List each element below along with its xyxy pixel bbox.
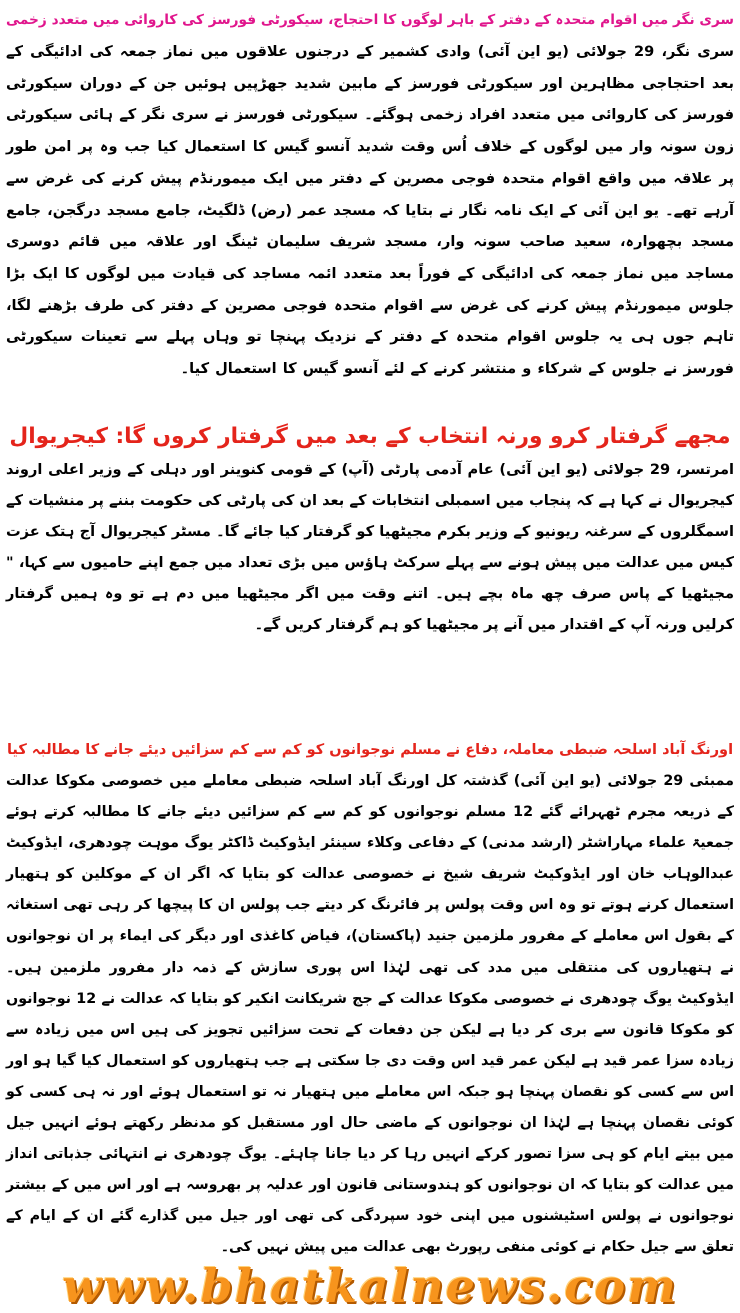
article-headline: اورنگ آباد اسلحہ ضبطی معاملہ، دفاع نے مسلم نوجوانوں کو کم سے کم سزائیں دیئے جانے کا مطالبہ کیا [6,742,734,758]
article-headline: سری نگر میں اقوام متحدہ کے دفتر کے باہر لوگوں کا احتجاج، سیکورٹی فورسز کی کاروائی میں متعدد زخمی [6,12,734,28]
article-body: ممبئی 29 جولائی (یو این آئی) گذشتہ کل اورنگ آباد اسلحہ ضبطی معاملے میں خصوصی مکوکا عدالت کے ذریعہ مجرم ٹھہرائے گئے 12 مسلم نوجوانوں کو کم سے کم سزائیں دیئے جانے کا مطالبہ کرتے ہوئے جمعیۃ علماء مہاراشٹر (ارشد مدنی) کے دفاعی وکلاء سینئر ایڈوکیٹ ڈاکٹر یوگ موہت چودھری، ایڈوکیٹ عبدالوہاب خان اور ایڈوکیٹ شریف شیخ نے خصوصی عدالت کو بتایا کہ اگر ان کے موکلین کو ہتھیار استعمال کرنے ہوتے تو وہ اس وقت پولس پر فائرنگ کر دیتے جب پولس ان کا پیچھا کر رہی تھی استغاثہ کے بقول اس معاملے کے مفرور ملزمین جنید (پاکستان)، فیاض کاغذی اور دیگر کی ایماء پر ان نوجوانوں نے ہتھیاروں کی منتقلی میں مدد کی تھی لہٰذا اس پوری سازش کے ذمہ دار مفرور ملزمین ہیں۔ ایڈوکیٹ یوگ چودھری نے خصوصی مکوکا عدالت کے جج شریکانت انکیر کو بتایا کہ عدالت نے 12 نوجوانوں کو مکوکا قانون سے بری کر دیا ہے لیکن جن دفعات کے تحت سزائیں تجویز کی ہیں اس میں زیادہ سے زیادہ سزا عمر قید ہے لیکن عمر قید اس وقت دی جا سکتی ہے جب ہتھیاروں کو استعمال کیا گیا ہو اور اس سے کسی کو نقصان پہنچا ہو جبکہ اس معاملے میں ہتھیار نہ تو استعمال ہوئے اور نہ ہی کسی کو کوئی نقصان پہنچا ہے لہٰذا ان نوجوانوں کے ماضی حال اور مستقبل کو مدنظر رکھتے ہوئے انہیں جیل میں بیتے ایام کو ہی سزا تصور کرکے انہیں رہا کر دیا جانا چاہئے۔ یوگ چودھری نے انتہائی جذباتی انداز میں عدالت کو بتایا کہ ان نوجوانوں کو ہندوستانی قانون اور عدلیہ پر بھروسہ ہے اور اس میں کے بیشتر نوجوانوں نے پولس اسٹیشنوں میں اپنی خود سپردگی کی تھی اور جیل میں گذارے گئے ان کے ایام کے تعلق سے جیل حکام نے کوئی منفی رپورٹ بھی عدالت میں پیش نہیں کی۔ [6,773,735,1256]
article-aurangabad-arms-case [6,734,734,1266]
site-watermark: www.bhatkalnews.com [62,1259,678,1313]
article-body: سری نگر، 29 جولائی (یو این آئی) وادی کشمیر کے درجنوں علاقوں میں نماز جمعہ کی ادائیگی کے بعد احتجاجی مظاہرین اور سیکورٹی فورسز کے مابین شدید جھڑپیں ہوئیں جن کے دوران سیکورٹی فورسز کی کاروائی میں متعدد افراد زخمی ہوگئے۔ سیکورٹی فورسز نے سری نگر کے ہائی سیکورٹی زون سونہ وار میں لوگوں کے خلاف اُس وقت شدید آنسو گیس کا استعمال کیا جب وہ پر امن طور پر علاقہ میں واقع اقوام متحدہ فوجی مصرین کے دفتر میں ایک میمورنڈم پیش کرنے کی غرض سے آرہے تھے۔ یو این آئی کے ایک نامہ نگار نے بتایا کہ مسجد عمر (رض) ڈلگیٹ، جامع مسجد درگجن، جامع مسجد بچھوارہ، سعید صاحب سونہ وار، مسجد شریف سلیمان ٹینگ اور علاقہ میں قائم دوسری مساجد میں نماز جمعہ کی ادائیگی کے فوراً بعد متعدد ائمہ مساجد کی قیادت میں لوگوں کا ایک بڑا جلوس میمورنڈم پیش کرنے کی غرض سے اقوام متحدہ فوجی مصرین کے دفتر کی طرف بڑھنے لگا، تاہم جوں ہی یہ جلوس اقوام متحدہ کے دفتر کے نزدیک پہنچا تو وہاں پہلے سے تعینات سیکورٹی فورسز نے جلوس کے شرکاء و منتشر کرنے کے لئے آنسو گیس کا استعمال کیا۔ [6,43,735,378]
article-srinagar-protest [6,4,734,407]
article-headline: مجھے گرفتار کرو ورنہ انتخاب کے بعد میں گرفتار کروں گا: کیجریوال [9,424,731,449]
article-body: امرتسر، 29 جولائی (یو این آئی) عام آدمی پارٹی (آپ) کے قومی کنوینر اور دہلی کے وزیر اعلی اروند کیجریوال نے کہا ہے کہ پنجاب میں اسمبلی انتخابات کے بعد ان کی پارٹی کی حکومت بننے پر منشیات کے اسمگلروں کے سرغنہ ریونیو کے وزیر بکرم مجیٹھیا کو گرفتار کیا جائے گا۔ مسٹر کیجریوال آج ہتک عزت کیس میں عدالت میں پیش ہونے سے پہلے سرکٹ ہاؤس میں بڑی تعداد میں جمع اپنے حامیوں سے کہا، " مجیٹھیا کے پاس صرف چھ ماہ بچے ہیں۔ اتنے وقت میں اگر مجیٹھیا میں دم ہے تو وہ ہمیں گرفتار کرلیں ورنہ آپ کے اقتدار میں آنے پر مجیٹھیا کو ہم گرفتار کریں گے۔ [6,461,734,634]
article-kejriwal [6,420,734,730]
